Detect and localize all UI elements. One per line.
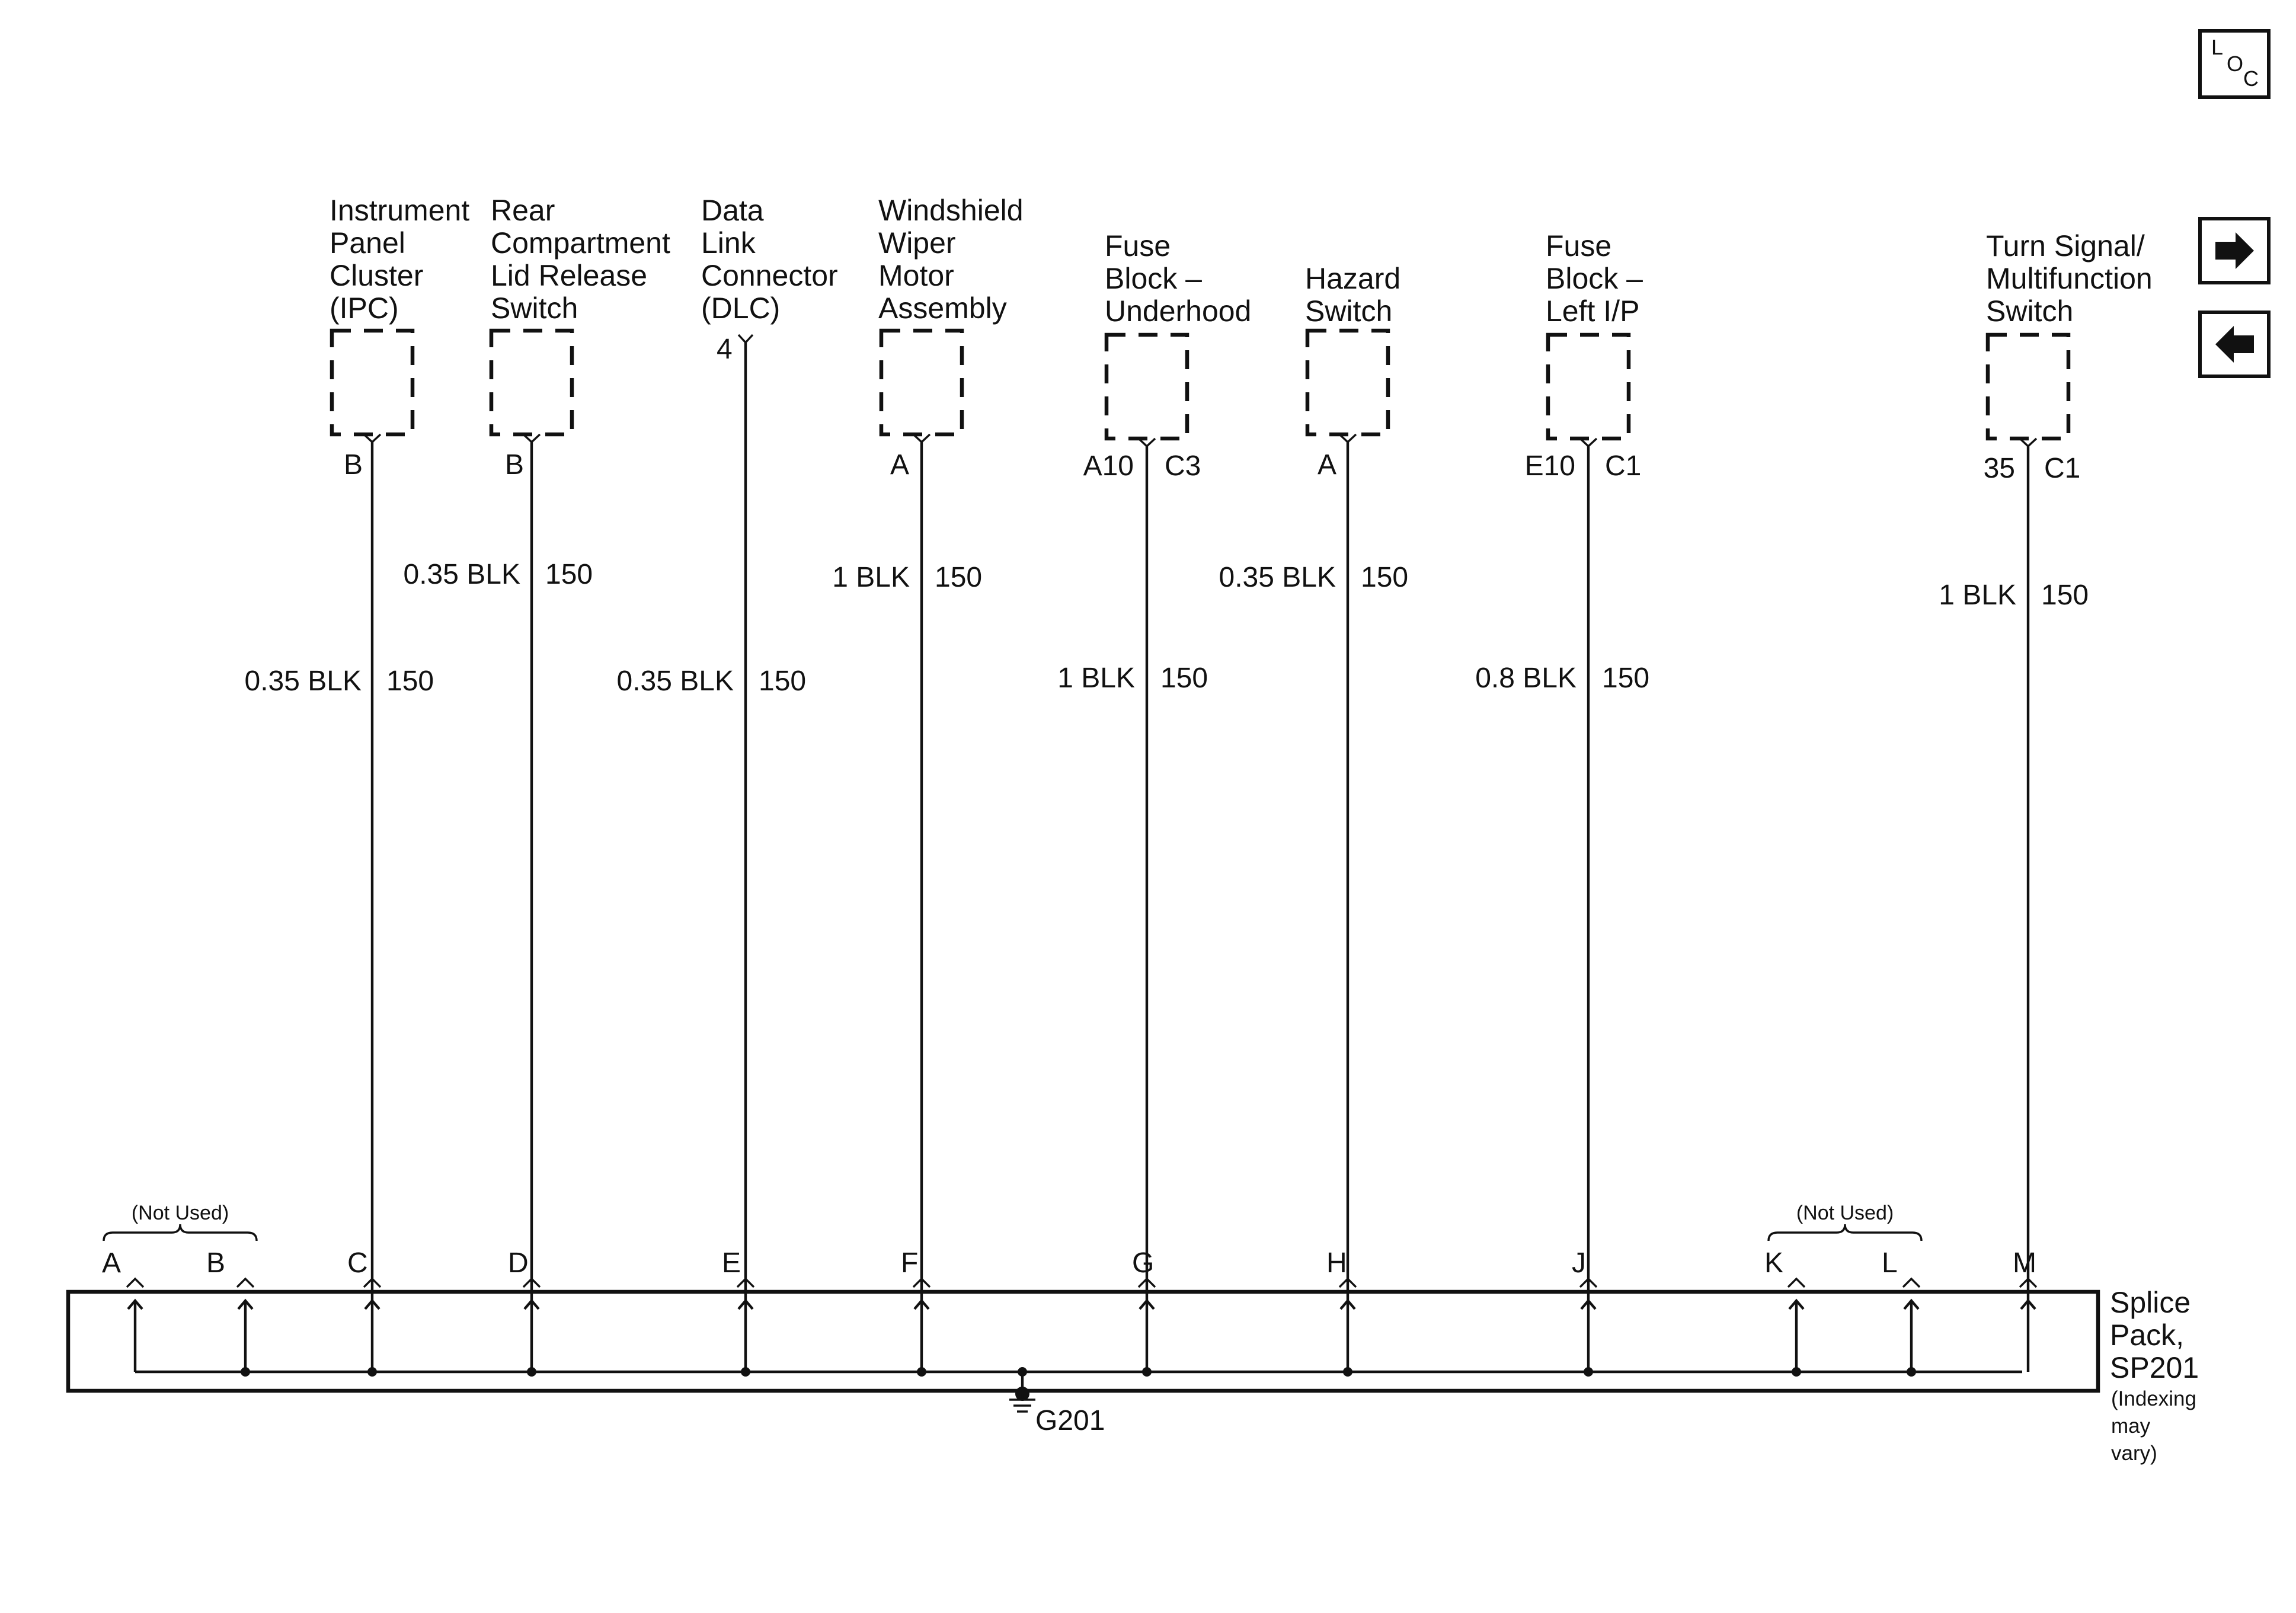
splice-pack-note-1: (Indexing [2111,1387,2196,1410]
circuit-dlc [617,194,838,1377]
component-name-line: Data [701,194,764,227]
splice-pin-letter: G [1132,1247,1155,1279]
connector-pin: A10 [1083,450,1134,482]
circuit-hazard-switch [1219,262,1409,1377]
circuit-number: 150 [759,665,807,697]
component-name-line: Block – [1105,262,1202,295]
circuit-number: 150 [935,562,983,593]
component-name-line: Instrument [330,194,470,227]
component-box[interactable] [332,331,412,434]
component-name-line: Switch [1305,295,1393,328]
component-name-line: Compartment [491,226,670,260]
component-name-line: Fuse [1546,229,1612,263]
splice-pack-note-2: may [2111,1414,2151,1438]
circuit-rear-compartment [404,194,670,1377]
splice-pin-letter: H [1326,1247,1347,1279]
splice-pack-name-2: Pack, [2110,1318,2185,1352]
component-name-line: Wiper [878,226,956,260]
circuits [245,194,2153,1377]
component-name-line: Lid Release [491,259,648,292]
component-name-line: Block – [1546,262,1643,295]
ground-label: G201 [1035,1405,1105,1436]
splice-pin-l: L [1882,1247,1898,1279]
wire-gauge-color: 1 BLK [1939,580,2016,611]
circuit-number: 150 [1160,663,1208,694]
component-name-line: Connector [701,259,838,292]
splice-pin-a: A [102,1247,121,1279]
wire-gauge-color: 1 BLK [832,562,910,593]
splice-pin-letter: C [347,1247,368,1279]
loc-letter-l: L [2211,35,2224,59]
circuit-fuse-underhood [1057,229,1251,1377]
splice-pack-note-3: vary) [2111,1442,2157,1465]
component-name-line: Underhood [1105,295,1252,328]
loc-letter-c: C [2243,66,2259,91]
circuit-number: 150 [386,665,434,697]
connector-pin: B [344,449,363,481]
splice-pack-name-3: SP201 [2110,1351,2199,1384]
splice-pin-k: K [1764,1247,1784,1279]
connector-id: C3 [1165,450,1201,482]
component-name-line: Turn Signal/ [1986,229,2145,263]
wire-gauge-color: 0.35 BLK [403,559,520,590]
wire-gauge-color: 0.35 BLK [616,665,734,697]
splice-pack-name-1: Splice [2110,1286,2191,1319]
splice-pin-letter: E [722,1247,741,1279]
connector-id: C1 [2044,453,2081,484]
component-name-line: Multifunction [1986,262,2153,295]
component-name-line: Fuse [1105,229,1171,263]
component-name-line: Cluster [330,259,424,292]
circuit-number: 150 [1602,663,1650,694]
component-name-line: Assembly [878,292,1007,325]
component-name-line: Rear [491,194,555,227]
connector-pin: B [505,449,525,481]
splice-pin-letter: F [901,1247,919,1279]
wire-gauge-color: 0.35 BLK [1219,562,1336,593]
wire-gauge-color: 1 BLK [1057,663,1135,694]
splice-pin-letter: M [2013,1247,2036,1279]
component-name-line: (DLC) [701,292,781,325]
wire-gauge-color: 0.35 BLK [244,665,362,697]
component-name-line: (IPC) [330,292,399,325]
not-used-group-left [102,1202,257,1279]
connector-pin: A [1318,449,1337,481]
component-box[interactable] [1307,331,1388,434]
circuit-number: 150 [1361,562,1409,593]
circuit-ipc [245,194,470,1377]
connector-pin: 4 [717,334,733,365]
component-name-line: Panel [330,226,405,260]
component-name-line: Left I/P [1546,295,1640,328]
circuit-number: 150 [545,559,593,590]
component-box[interactable] [491,331,572,434]
circuit-turn-signal [1939,229,2152,1372]
component-box[interactable] [881,331,962,434]
component-name-line: Hazard [1305,262,1401,295]
connector-pin: E10 [1524,450,1575,482]
component-name-line: Motor [878,259,954,292]
arrow-right-icon[interactable] [2200,219,2269,283]
component-box[interactable] [1548,335,1629,439]
component-name-line: Windshield [878,194,1024,227]
not-used-label: (Not Used) [131,1202,229,1224]
connector-pin: A [890,449,910,481]
component-box[interactable] [1988,335,2068,439]
component-name-line: Switch [491,292,578,325]
circuit-number: 150 [2041,580,2089,611]
circuit-fuse-left-ip [1475,229,1649,1377]
splice-pin-letter: J [1572,1247,1586,1279]
component-name-line: Switch [1986,295,2074,328]
connector-pin: 35 [1983,453,2015,484]
splice-pin-b: B [206,1247,226,1279]
component-box[interactable] [1107,335,1187,439]
component-name-line: Link [701,226,756,260]
loc-icon[interactable] [2200,31,2269,97]
loc-letter-o: O [2227,52,2244,76]
circuit-wiper-motor [832,194,1023,1377]
arrow-left-icon[interactable] [2200,312,2269,376]
splice-pin-letter: D [508,1247,529,1279]
not-used-label: (Not Used) [1796,1202,1894,1224]
connector-id: C1 [1605,450,1642,482]
wire-gauge-color: 0.8 BLK [1475,663,1576,694]
not-used-group-right [1764,1202,1921,1279]
